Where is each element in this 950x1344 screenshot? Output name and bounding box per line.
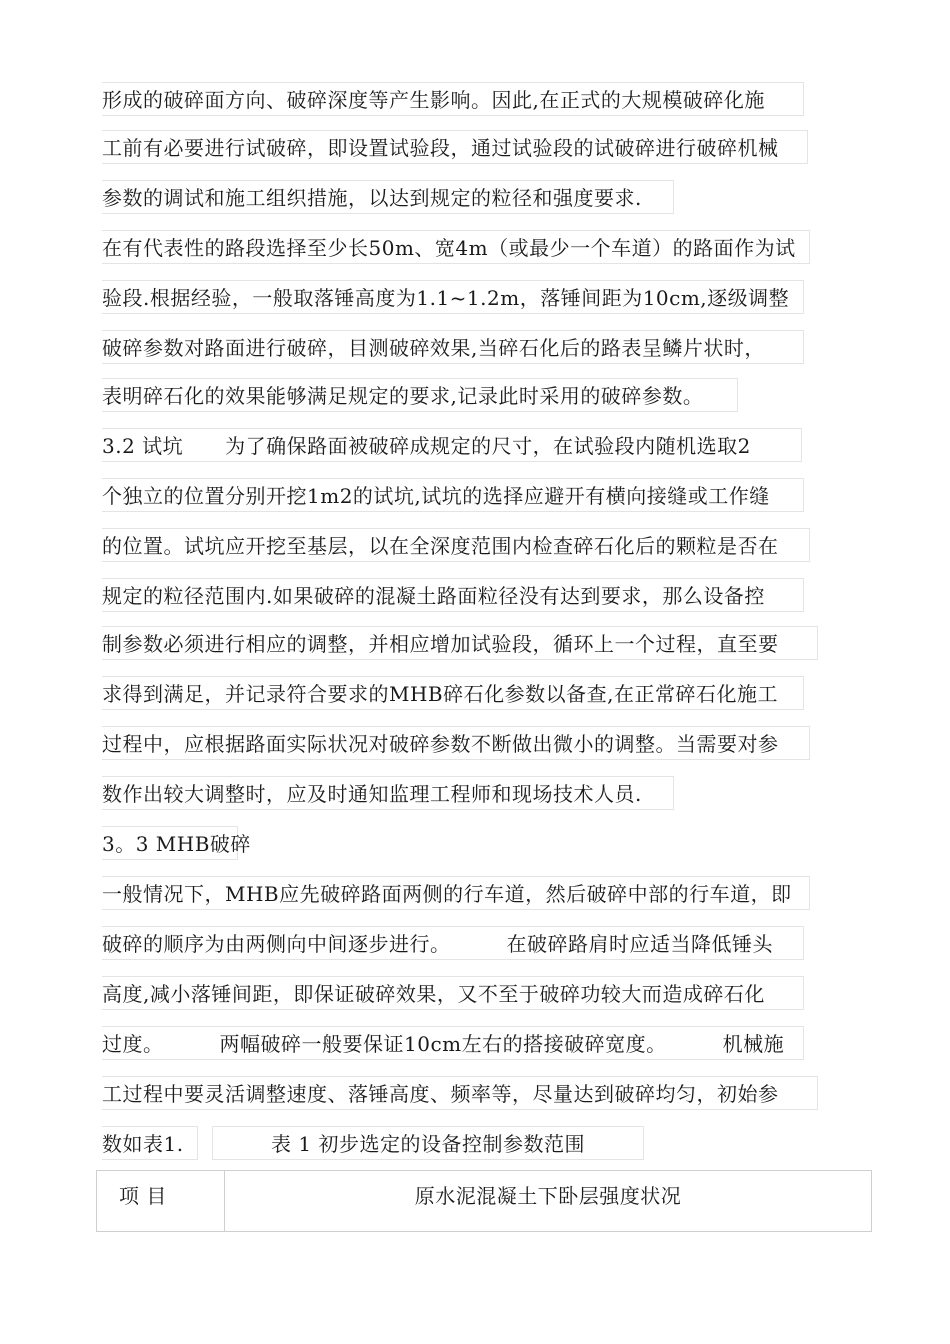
line-text: 验段.根据经验，一般取落锤高度为1.1~1.2m，落锤间距为10cm,逐级调整 (102, 286, 790, 310)
table-header-cell-strength: 原水泥混凝土下卧层强度状况 (414, 1184, 682, 1208)
line-text: 表明碎石化的效果能够满足规定的要求,记录此时采用的破碎参数。 (102, 384, 704, 408)
line-text: 两幅破碎一般要保证10cm左右的搭接破碎宽度。 (219, 1032, 667, 1056)
paragraph-line (102, 776, 674, 810)
paragraph-line (102, 1126, 198, 1160)
paragraph-line (102, 230, 810, 264)
section-heading-line (102, 428, 802, 462)
table-caption (212, 1126, 644, 1160)
line-text: 规定的粒径范围内.如果破碎的混凝土路面粒径没有达到要求，那么设备控 (102, 584, 765, 608)
paragraph-line (102, 726, 810, 760)
paragraph-line (102, 1076, 818, 1110)
paragraph-line (102, 578, 804, 612)
line-text: 形成的破碎面方向、破碎深度等产生影响。因此,在正式的大规模破碎化施 (102, 88, 765, 112)
line-text: 参数的调试和施工组织措施，以达到规定的粒径和强度要求. (102, 186, 642, 210)
line-text: 在有代表性的路段选择至少长50m、宽4m（或最少一个车道）的路面作为试 (102, 236, 796, 260)
line-text: 数如表1. (102, 1132, 184, 1156)
line-text: 工前有必要进行试破碎，即设置试验段，通过试验段的试破碎进行破碎机械 (102, 136, 779, 160)
line-text: 过程中，应根据路面实际状况对破碎参数不断做出微小的调整。当需要对参 (102, 732, 779, 756)
paragraph-line (102, 976, 804, 1010)
line-text: 高度,减小落锤间距，即保证破碎效果，又不至于破碎功较大而造成碎石化 (102, 982, 765, 1006)
section-heading-line (102, 826, 251, 860)
table-caption-text: 表 1 初步选定的设备控制参数范围 (271, 1132, 585, 1156)
line-text: 机械施 (722, 1032, 785, 1056)
paragraph-line (102, 528, 810, 562)
paragraph-line (102, 130, 808, 164)
paragraph-line (102, 1026, 804, 1060)
paragraph-line (102, 280, 804, 314)
paragraph-line (102, 876, 810, 910)
line-text: 一般情况下，MHB应先破碎路面两侧的行车道，然后破碎中部的行车道，即 (102, 882, 792, 906)
line-text: 为了确保路面被破碎成规定的尺寸，在试验段内随机选取2 (225, 434, 751, 458)
section-heading: 3.2 试坑 (102, 434, 184, 458)
line-text: 破碎的顺序为由两侧向中间逐步进行。 (102, 932, 451, 956)
paragraph-line (102, 926, 804, 960)
line-text: 个独立的位置分别开挖1m2的试坑,试坑的选择应避开有横向接缝或工作缝 (102, 484, 770, 508)
paragraph-line (102, 676, 804, 710)
section-heading: 3。3 MHB破碎 (102, 832, 251, 856)
parameter-table (96, 1170, 872, 1232)
line-text: 工过程中要灵活调整速度、落锤高度、频率等，尽量达到破碎均匀，初始参 (102, 1082, 779, 1106)
line-text: 的位置。试坑应开挖至基层，以在全深度范围内检查碎石化后的颗粒是否在 (102, 534, 779, 558)
paragraph-line (102, 626, 818, 660)
line-text: 数作出较大调整时，应及时通知监理工程师和现场技术人员. (102, 782, 642, 806)
line-text: 过度。 (102, 1032, 164, 1056)
table-header-cell-item: 项 目 (97, 1171, 225, 1231)
line-text: 在破碎路肩时应适当降低锤头 (506, 932, 773, 956)
paragraph-line (102, 82, 804, 116)
paragraph-line (102, 330, 804, 364)
line-text: 破碎参数对路面进行破碎，目测破碎效果,当碎石化后的路表呈鳞片状时， (102, 336, 765, 360)
line-text: 制参数必须进行相应的调整，并相应增加试验段，循环上一个过程，直至要 (102, 632, 779, 656)
line-text: 求得到满足，并记录符合要求的MHB碎石化参数以备查,在正常碎石化施工 (102, 682, 778, 706)
paragraph-line (102, 180, 674, 214)
paragraph-line (102, 378, 738, 412)
paragraph-line (102, 478, 804, 512)
